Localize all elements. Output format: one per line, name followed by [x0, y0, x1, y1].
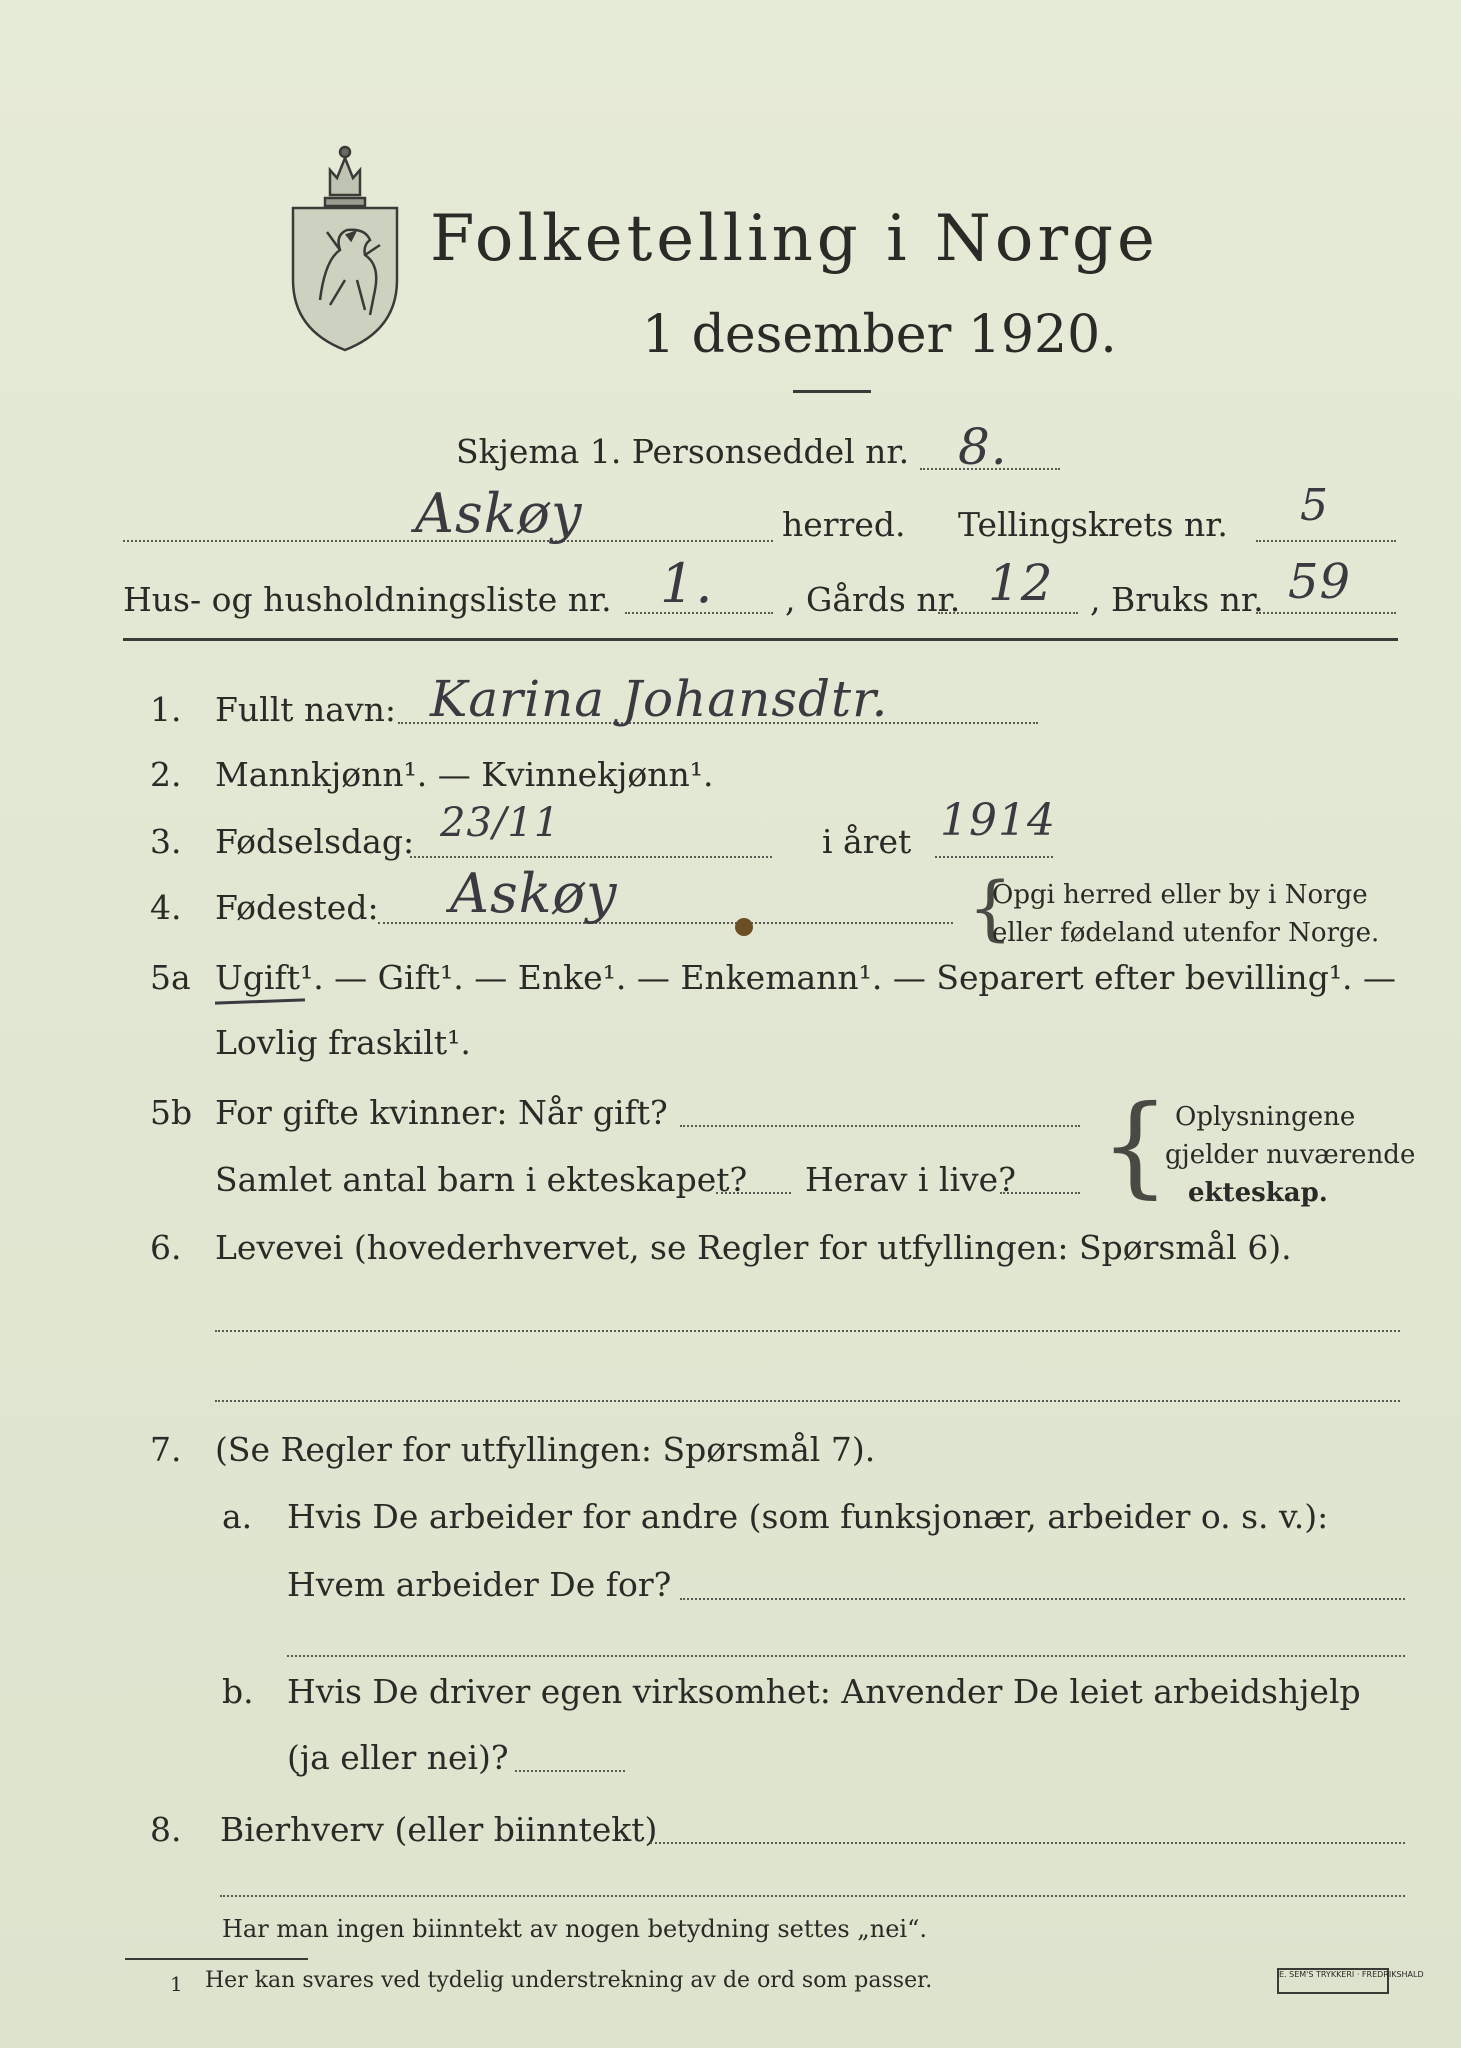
q5b-married-label: For gifte kvinner: Når gift?: [215, 1093, 668, 1132]
birthdate-field[interactable]: [410, 856, 772, 858]
form-date: 1 desember 1920.: [642, 305, 1117, 365]
employer-field[interactable]: [680, 1598, 1405, 1600]
form-title: Folketelling i Norge: [430, 202, 1159, 276]
q4-note-line2: eller fødeland utenfor Norge.: [992, 918, 1380, 948]
title-divider: [793, 390, 871, 393]
q8-label: Bierhverv (eller biinntekt): [220, 1810, 658, 1849]
q4-label: Fødested:: [215, 888, 379, 927]
q5a-number: 5a: [150, 958, 191, 997]
q8-note: Har man ingen biinntekt av nogen betydning settes „nei“.: [222, 1915, 927, 1943]
birth-year-label: i året: [822, 822, 912, 861]
footnote-text: Her kan svares ved tydelig understrekning av de ord som passer.: [205, 1968, 933, 1993]
q3-number: 3.: [150, 822, 182, 861]
q2-number: 2.: [150, 755, 182, 794]
q6-label: Levevei (hovederhvervet, se Regler for utfyllingen: Spørsmål 6).: [215, 1228, 1292, 1267]
gards-label: , Gårds nr.: [785, 580, 961, 619]
q7-number: 7.: [150, 1430, 182, 1469]
q1-number: 1.: [150, 690, 182, 729]
full-name-value: Karina Johansdtr.: [430, 670, 889, 728]
children-total-field[interactable]: [716, 1192, 791, 1194]
husholdningsliste-label: Hus- og husholdningsliste nr.: [123, 580, 612, 619]
q1-label: Fullt navn:: [215, 690, 396, 729]
q5b-note-line3: ekteskap.: [1188, 1178, 1328, 1208]
tellingskrets-value: 5: [1300, 480, 1329, 531]
side-income-field[interactable]: [650, 1842, 1405, 1844]
q7a-text: Hvis De arbeider for andre (som funksjonær, arbeider o. s. v.):: [287, 1497, 1329, 1536]
norwegian-coat-of-arms-emblem: [285, 140, 405, 355]
q4-note-line1: Opgi herred eller by i Norge: [992, 880, 1368, 910]
gards-field[interactable]: [938, 612, 1078, 614]
bruks-label: , Bruks nr.: [1090, 580, 1264, 619]
q4-number: 4.: [150, 888, 182, 927]
q3-label: Fødselsdag:: [215, 822, 415, 861]
q5a-options-line1[interactable]: Ugift¹. — Gift¹. — Enke¹. — Enkemann¹. — Separert efter bevilling¹. —: [215, 958, 1397, 997]
q7b-answer-label: (ja eller nei)?: [287, 1738, 509, 1777]
q7a-letter: a.: [222, 1497, 253, 1536]
birth-year-value: 1914: [940, 795, 1056, 846]
footnote-divider: [125, 1958, 308, 1960]
q7a-employer-label: Hvem arbeider De for?: [287, 1565, 672, 1604]
occupation-field-line1[interactable]: [215, 1330, 1400, 1332]
q5a-options-line2[interactable]: Lovlig fraskilt¹.: [215, 1023, 471, 1062]
birth-year-field[interactable]: [935, 856, 1053, 858]
ink-stain: [735, 918, 753, 936]
herred-value: Askøy: [415, 482, 583, 545]
q5b-note-bracket: {: [1100, 1081, 1170, 1209]
gards-value: 12: [988, 554, 1054, 612]
q5b-note-line1: Oplysningene: [1175, 1102, 1356, 1132]
occupation-field-line2[interactable]: [215, 1400, 1400, 1402]
birthdate-value: 23/11: [440, 800, 561, 846]
tellingskrets-field[interactable]: [1256, 540, 1396, 542]
birthplace-value: Askøy: [450, 862, 618, 925]
hired-help-field[interactable]: [515, 1770, 625, 1772]
q7-label: (Se Regler for utfyllingen: Spørsmål 7).: [215, 1430, 876, 1469]
employer-field-line2[interactable]: [287, 1655, 1405, 1657]
married-when-field[interactable]: [680, 1125, 1080, 1127]
side-income-field-line2[interactable]: [220, 1895, 1405, 1897]
q7b-letter: b.: [222, 1672, 254, 1711]
herred-label: herred.: [782, 505, 906, 544]
q5b-alive-label: Herav i live?: [805, 1160, 1016, 1199]
q6-number: 6.: [150, 1228, 182, 1267]
children-alive-field[interactable]: [1000, 1192, 1080, 1194]
q5b-number: 5b: [150, 1093, 193, 1132]
q8-number: 8.: [150, 1810, 182, 1849]
q2-options[interactable]: Mannkjønn¹. — Kvinnekjønn¹.: [215, 755, 714, 794]
footnote-marker: 1: [170, 1972, 183, 1996]
schema-label: Skjema 1. Personseddel nr.: [456, 432, 910, 471]
q4-note-bracket: {: [968, 867, 1013, 949]
q5b-children-label: Samlet antal barn i ekteskapet?: [215, 1160, 748, 1199]
tellingskrets-label: Tellingskrets nr.: [958, 505, 1228, 544]
husholdningsliste-value: 1.: [660, 552, 714, 615]
q7b-text: Hvis De driver egen virksomhet: Anvender De leiet arbeidshjelp: [287, 1672, 1361, 1711]
ugift-underline-mark: [215, 998, 305, 1004]
printer-stamp-text: E. SEM'S TRYKKERI · FREDRIKSHALD: [1279, 1970, 1424, 1979]
bruks-field[interactable]: [1256, 612, 1396, 614]
q5b-note-line2: gjelder nuværende: [1165, 1140, 1416, 1170]
printer-stamp: [1277, 1968, 1424, 1994]
bruks-value: 59: [1288, 554, 1352, 610]
personseddel-value: 8.: [958, 418, 1008, 476]
header-divider: [123, 638, 1398, 641]
